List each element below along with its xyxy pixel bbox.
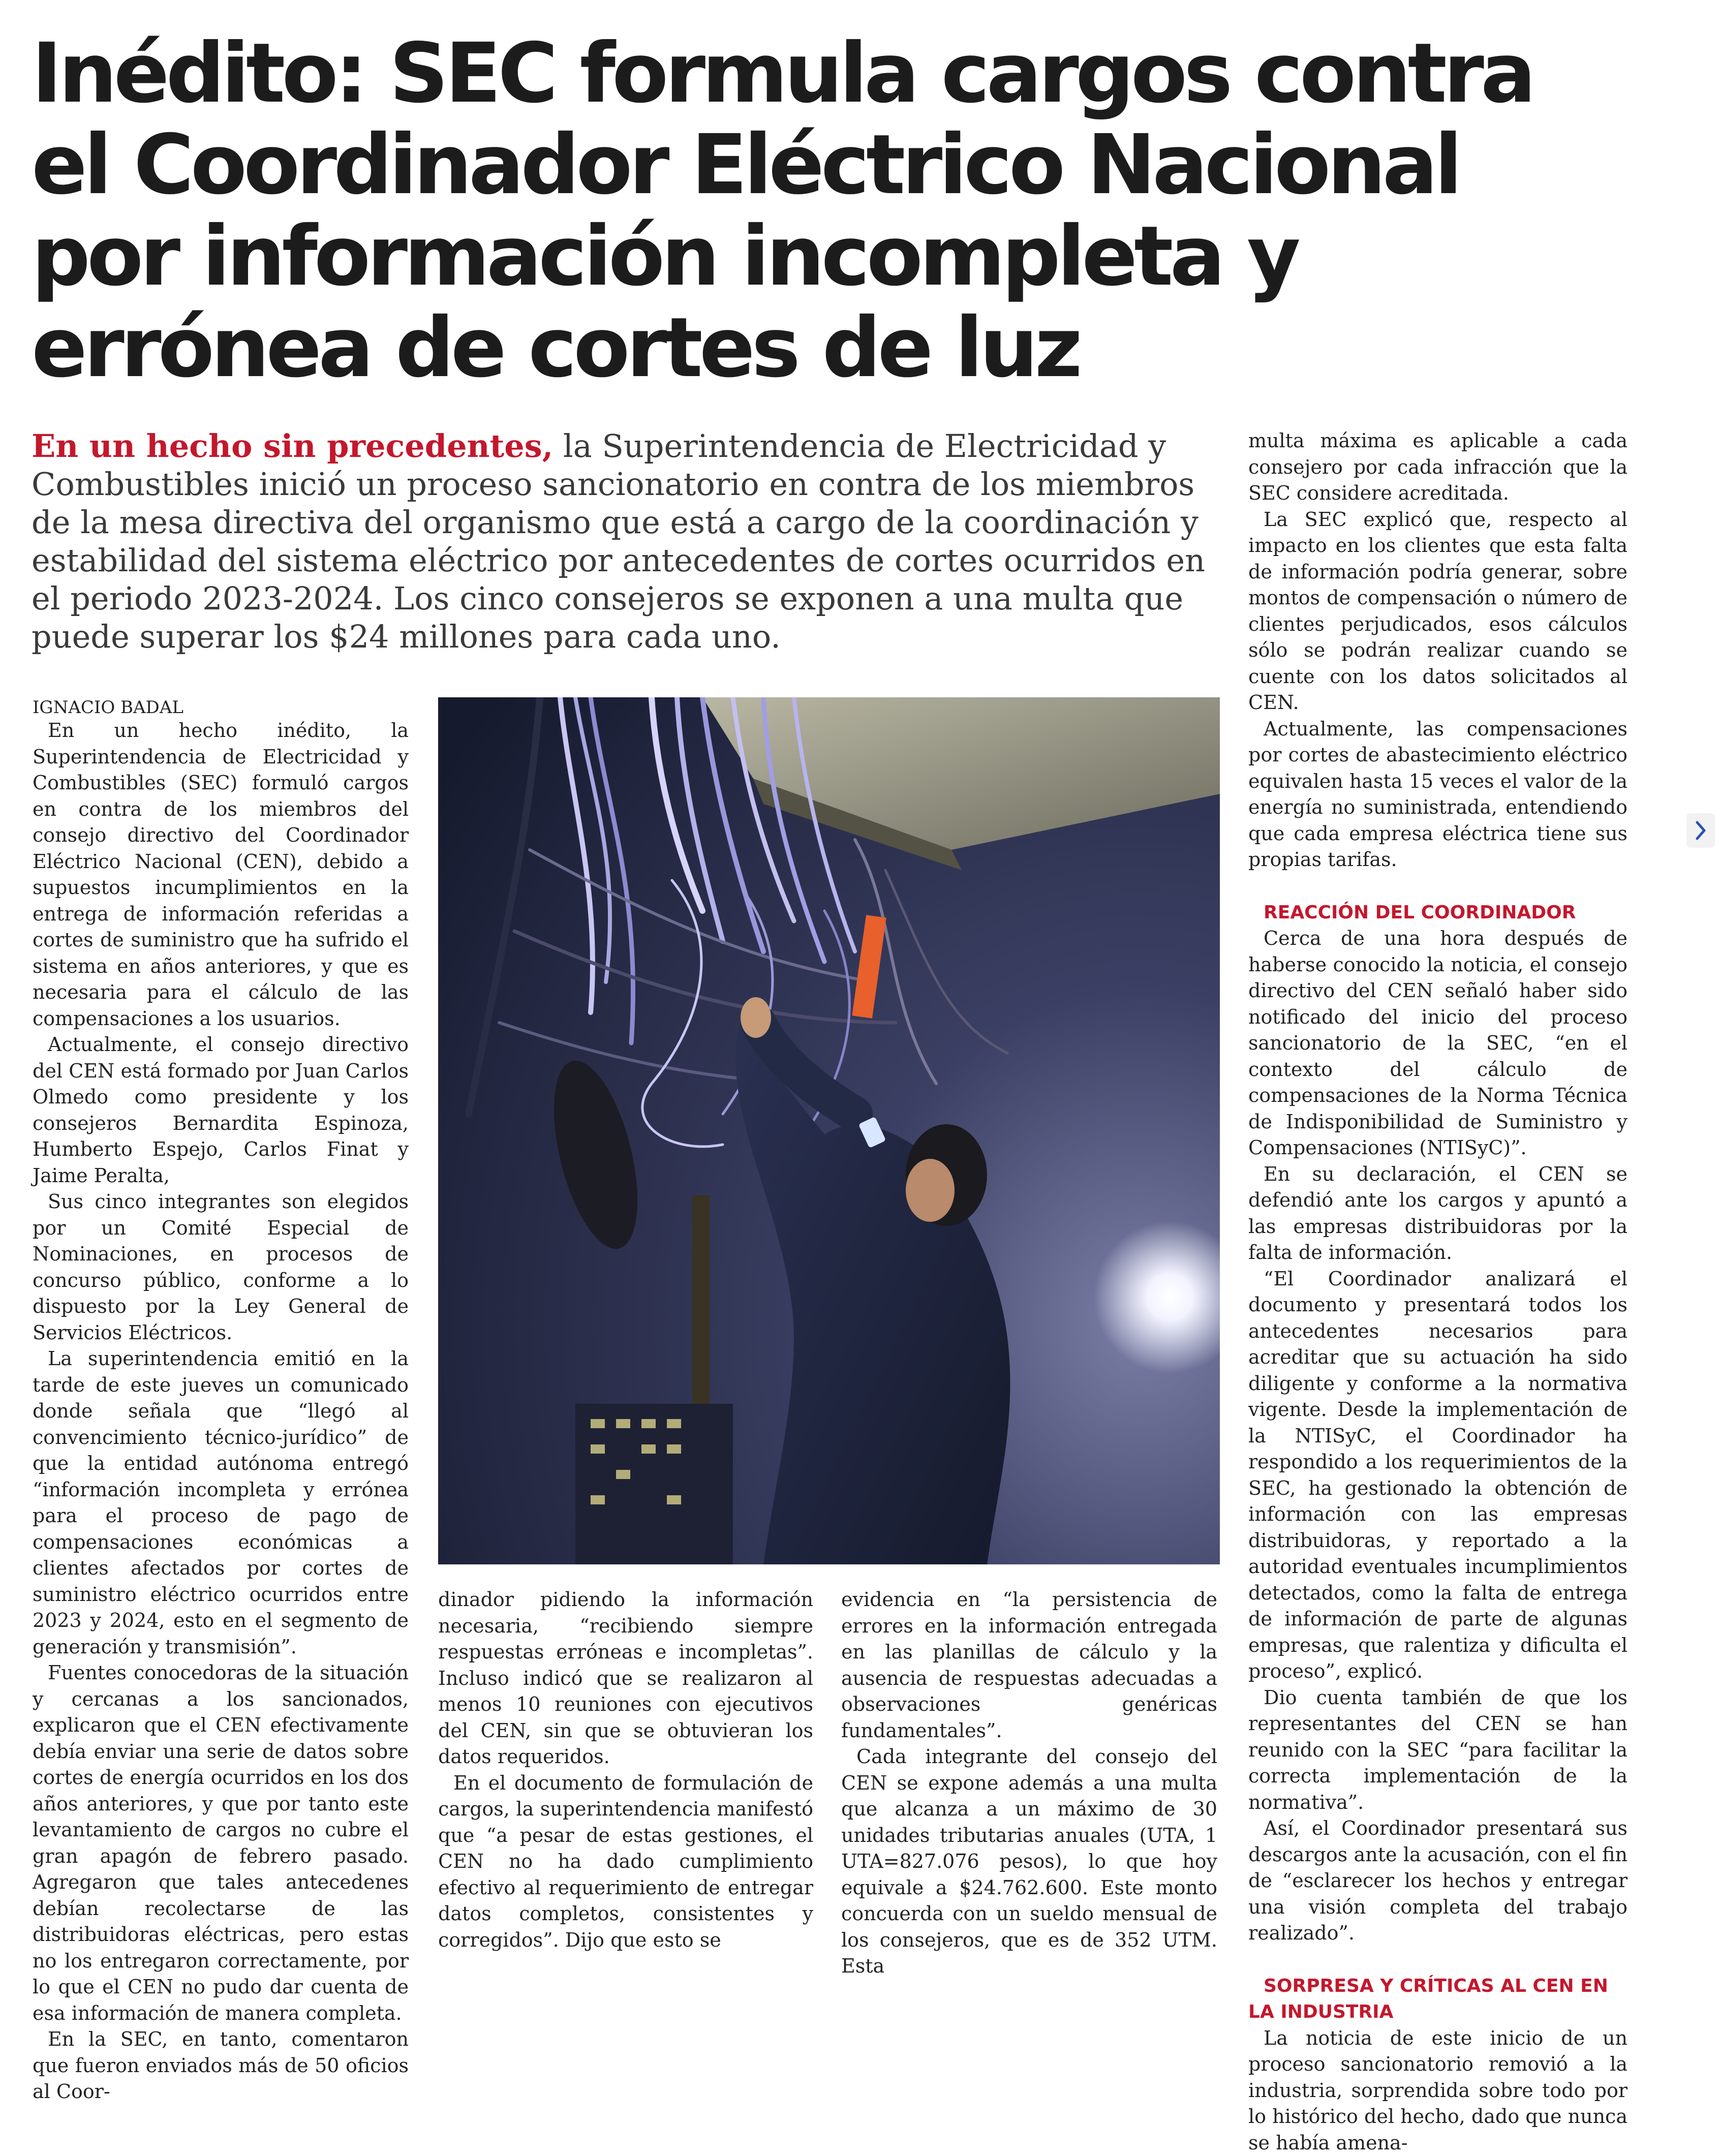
column-1 [33,718,409,2105]
paragraph: En su declaración, el CEN se defendió ante los cargos y apuntó a las empresas distribuidoras por la falta de información. [1248,1161,1627,1266]
paragraph: Cada integrante del consejo del CEN se expone además a una multa que alcanza a un máximo de 30 unidades tributarias anuales (UTA, 1 UTA=827.076 pesos), lo que hoy equivale a $24.762.600. Este monto concuerda con un sueldo mensual de los consejeros, que es de 352 UTM. Esta [841,1744,1217,1980]
paragraph: Actualmente, el consejo directivo del CEN está formado por Juan Carlos Olmedo como presidente y los consejeros Bernardita Espinoza, Humberto Espejo, Carlos Finat y Jaime Peralta, [33,1032,409,1189]
subhead-reaccion: REACCIÓN DEL COORDINADOR [1248,900,1627,926]
byline: IGNACIO BADAL [33,695,183,720]
paragraph: Cerca de una hora después de haberse conocido la noticia, el consejo directivo del CEN señaló haber sido notificado del inicio del proceso sancionatorio de la SEC, “en el contexto del cálculo de compensaciones de la Norma Técnica de Indisponibilidad de Suministro y Compensaciones (NTISyC)”. [1248,926,1627,1161]
paragraph: Fuentes conocedoras de la situación y cercanas a los sancionados, explicaron que el CEN efectivamente debía enviar una serie de datos sobre cortes de energía ocurridos en los dos años anteriores, y que por tanto este levantamiento de cargos no cubre el gran apagón de febrero pasado. Agregaron que tales antecedenes debían recolectarse de las distribuidoras eléctricas, pero estas no los entregaron correctamente, por lo que el CEN no pudo dar cuenta de esa información de manera completa. [33,1660,409,2026]
paragraph: Actualmente, las compensaciones por cortes de abastecimiento eléctrico equivalen hasta 15 veces el valor de la energía no suministrada, entendiendo que cada empresa eléctrica tiene sus propias tarifas. [1248,716,1627,873]
column-3 [841,1587,1217,1980]
paragraph: Así, el Coordinador presentará sus descargos ante la acusación, con el fin de “esclarecer los hechos y entregar una visión completa del trabajo realizado”. [1248,1815,1627,1947]
article-deck [32,427,1216,656]
deck-lead: En un hecho sin precedentes, [32,427,553,465]
paragraph: La superintendencia emitió en la tarde de este jueves un comunicado donde señala que “llegó al convencimiento técnico-jurídico” de que la entidad autónoma entregó “información incompleta y errónea para el proceso de pago de compensaciones económicas a clientes afectados por cortes de suministro eléctrico ocurridos entre 2023 y 2024, esto en el segmento de generación y transmisión”. [33,1346,409,1660]
paragraph: “El Coordinador analizará el documento y presentará todos los antecedentes necesarios para acreditar que su actuación ha sido diligente y conforme a la normativa vigente. Desde la implementación de la NTISyC, el Coordinador ha respondido a los requerimientos de la SEC, ha gestionado la obtención de información con las empresas distribuidoras, y reportado a la autoridad eventuales incumplimientos detectados, como la falta de entrega de información de parte de algunas empresas, que ralentiza y dificulta el proceso”, explicó. [1248,1266,1627,1685]
paragraph: dinador pidiendo la información necesaria, “recibiendo siempre respuestas erróneas e incompletas”. Incluso indicó que se realizaron al menos 10 reuniones con ejecutivos del CEN, sin que se obtuvieran los datos requeridos. [438,1587,813,1770]
paragraph: Sus cinco integrantes son elegidos por un Comité Especial de Nominaciones, en procesos de concurso público, conforme a lo dispuesto por la Ley General de Servicios Eléctricos. [33,1189,409,1346]
paragraph: evidencia en “la persistencia de errores en la información entregada en las planillas de cálculo y la ausencia de respuestas adecuadas a observaciones genéricas fundamentales”. [841,1587,1217,1744]
next-page-button[interactable] [1686,813,1715,848]
paragraph: La noticia de este inicio de un proceso sancionatorio removió a la industria, sorprendida sobre todo por lo histórico del hecho, dado que nunca se había amena- [1248,2025,1627,2156]
column-4 [1248,428,1627,2156]
paragraph: La SEC explicó que, respecto al impacto en los clientes que esta falta de información podría generar, sobre montos de compensación o número de clientes perjudicados, esos cálculos sólo se podrán realizar cuando se cuente con los datos solicitados al CEN. [1248,507,1627,716]
column-2 [438,1587,813,1953]
subhead-sorpresa: SORPRESA Y CRÍTICAS AL CEN EN LA INDUSTRIA [1248,1973,1627,2025]
paragraph: En la SEC, en tanto, comentaron que fueron enviados más de 50 oficios al Coor- [33,2026,409,2105]
paragraph: multa máxima es aplicable a cada consejero por cada infracción que la SEC considere acreditada. [1248,428,1627,507]
deck-body: la Superintendencia de Electricidad y Combustibles inició un proceso sancionatorio en contra de los miembros de la mesa directiva del organismo que está a cargo de la coordinación y estabilidad del sistema eléctrico por antecedentes de cortes ocurridos en el periodo 2023-2024. Los cinco consejeros se exponen a una multa que puede superar los $24 millones para cada uno. [32,427,1205,655]
paragraph: En el documento de formulación de cargos, la superintendencia manifestó que “a pesar de estas gestiones, el CEN no ha dado cumplimiento efectivo al requerimiento de entregar datos completos, consistentes y corregidos”. Dijo que esto se [438,1770,813,1954]
paragraph: En un hecho inédito, la Superintendencia de Electricidad y Combustibles (SEC) formuló cargos en contra de los miembros del consejo directivo del Coordinador Eléctrico Nacional (CEN), debido a supuestos incumplimientos en la entrega de información referidas a cortes de suministro que ha sufrido el sistema en años anteriores, y que es necesaria para el cálculo de las compensaciones a los usuarios. [33,718,409,1032]
paragraph: Dio cuenta también de que los representantes del CEN se han reunido con la SEC “para facilitar la correcta implementación de la normativa”. [1248,1685,1627,1816]
article-photo [438,697,1220,1564]
article-headline: Inédito: SEC formula cargos contra el Coordinador Eléctrico Nacional por información incompleta y errónea de cortes de luz [32,28,1546,394]
chevron-right-icon [1693,819,1708,842]
